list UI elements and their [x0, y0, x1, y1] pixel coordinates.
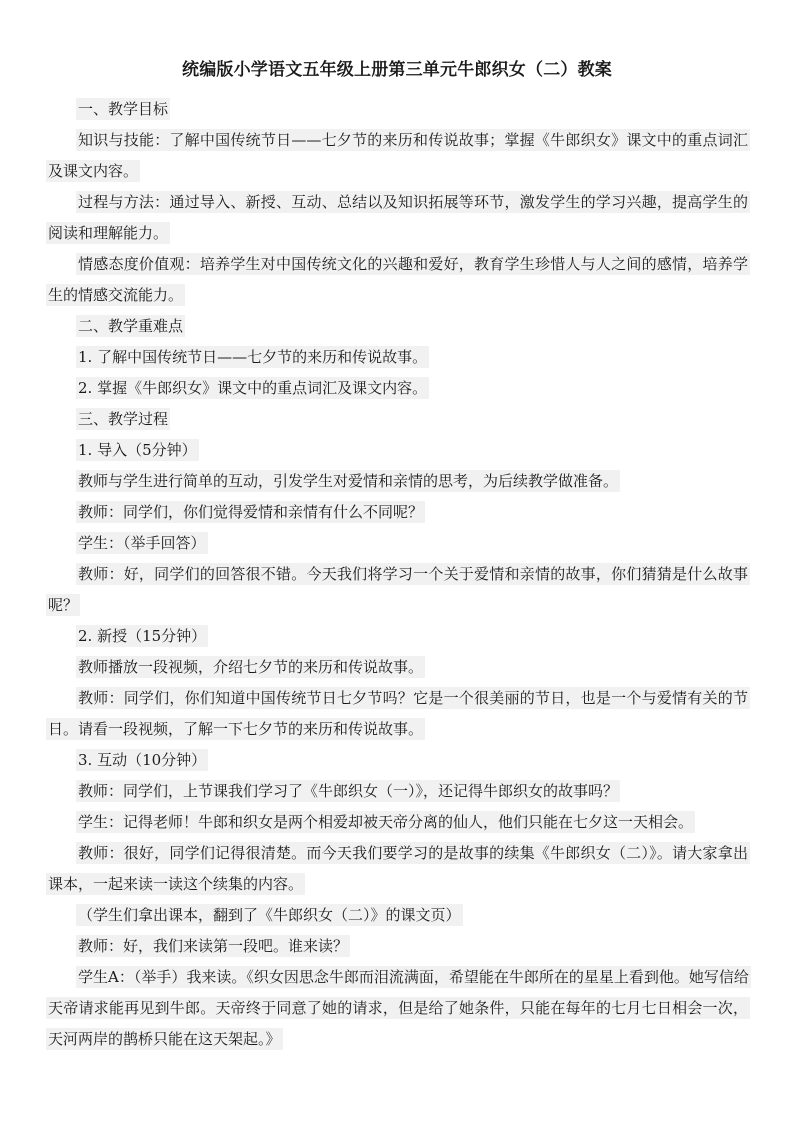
paragraph-text: 教师：同学们，上节课我们学习了《牛郎织女（一）》，还记得牛郎织女的故事吗？ [78, 782, 619, 800]
subheading-new-lesson [46, 621, 750, 652]
paragraph-text: 过程与方法：通过导入、新授、互动、总结以及知识拓展等环节，激发学生的学习兴趣，提高学生的阅读和理解能力。 [48, 193, 748, 242]
subheading-interaction [46, 745, 750, 776]
section-heading-objectives [46, 94, 750, 125]
paragraph-text: 学生：记得老师！牛郎和织女是两个相爱却被天帝分离的仙人，他们只能在七夕这一天相会。 [78, 813, 694, 831]
paragraph-text: 三、教学过程 [78, 410, 169, 428]
paragraph-emotional-values [46, 249, 750, 311]
paragraph-text: 教师：同学们，你们知道中国传统节日七夕节吗？它是一个很美丽的节日，也是一个与爱情有关的节日。请看一段视频，了解一下七夕节的来历和传说故事。 [48, 689, 748, 738]
stage-direction [46, 900, 750, 931]
paragraph-text: 情感态度价值观：培养学生对中国传统文化的兴趣和爱好，教育学生珍惜人与人之间的感情，培养学生的情感交流能力。 [48, 255, 748, 304]
paragraph-text: 知识与技能：了解中国传统节日——七夕节的来历和传说故事；掌握《牛郎织女》课文中的重点词汇及课文内容。 [48, 131, 748, 180]
document-body [46, 94, 750, 1055]
dialogue-line [46, 559, 750, 621]
dialogue-line [46, 528, 750, 559]
paragraph-text: 教师：同学们，你们觉得爱情和亲情有什么不同呢？ [78, 503, 424, 521]
paragraph-text: 二、教学重难点 [78, 317, 184, 335]
paragraph-text: 1. 导入（5分钟） [78, 441, 197, 459]
paragraph-knowledge-skills [46, 125, 750, 187]
dialogue-line [46, 776, 750, 807]
paragraph [46, 652, 750, 683]
paragraph-text: 2. 掌握《牛郎织女》课文中的重点词汇及课文内容。 [78, 379, 428, 397]
paragraph-text: 学生A：（举手）我来读。《织女因思念牛郎而泪流满面，希望能在牛郎所在的星星上看到他。她写信给天帝请求能再见到牛郎。天帝终于同意了她的请求，但是给了她条件，只能在每年的七月七日相会一次，天河两岸的鹊桥只能在这天架起。》 [48, 968, 749, 1048]
paragraph-text: 教师：好，同学们的回答很不错。今天我们将学习一个关于爱情和亲情的故事，你们猜猜是什么故事呢？ [48, 565, 748, 614]
paragraph-text: （学生们拿出课本，翻到了《牛郎织女（二）》的课文页） [78, 906, 461, 924]
paragraph-text: 教师：好，我们来读第一段吧。谁来读？ [78, 937, 349, 955]
dialogue-line [46, 838, 750, 900]
paragraph [46, 466, 750, 497]
paragraph-text: 学生：（举手回答） [78, 534, 206, 552]
paragraph-text: 2. 新授（15分钟） [78, 627, 207, 645]
paragraph-text: 1. 了解中国传统节日——七夕节的来历和传说故事。 [78, 348, 428, 366]
paragraph-text: 3. 互动（10分钟） [78, 751, 207, 769]
paragraph-text: 教师与学生进行简单的互动，引发学生对爱情和亲情的思考，为后续教学做准备。 [78, 472, 619, 490]
section-heading-process [46, 404, 750, 435]
subheading-introduction [46, 435, 750, 466]
section-heading-key-points [46, 311, 750, 342]
dialogue-line [46, 807, 750, 838]
paragraph-process-methods [46, 187, 750, 249]
dialogue-line [46, 683, 750, 745]
document-title: 统编版小学语文五年级上册第三单元牛郎织女（二）教案 [182, 60, 612, 80]
dialogue-line [46, 931, 750, 962]
paragraph-text: 教师：很好，同学们记得很清楚。而今天我们要学习的是故事的续集《牛郎织女（二）》。请大家拿出课本，一起来读一读这个续集的内容。 [48, 844, 748, 893]
dialogue-line [46, 497, 750, 528]
dialogue-line [46, 962, 750, 1055]
list-item [46, 373, 750, 404]
paragraph-text: 教师播放一段视频，介绍七夕节的来历和传说故事。 [78, 658, 424, 676]
paragraph-text: 一、教学目标 [78, 100, 169, 118]
list-item [46, 342, 750, 373]
